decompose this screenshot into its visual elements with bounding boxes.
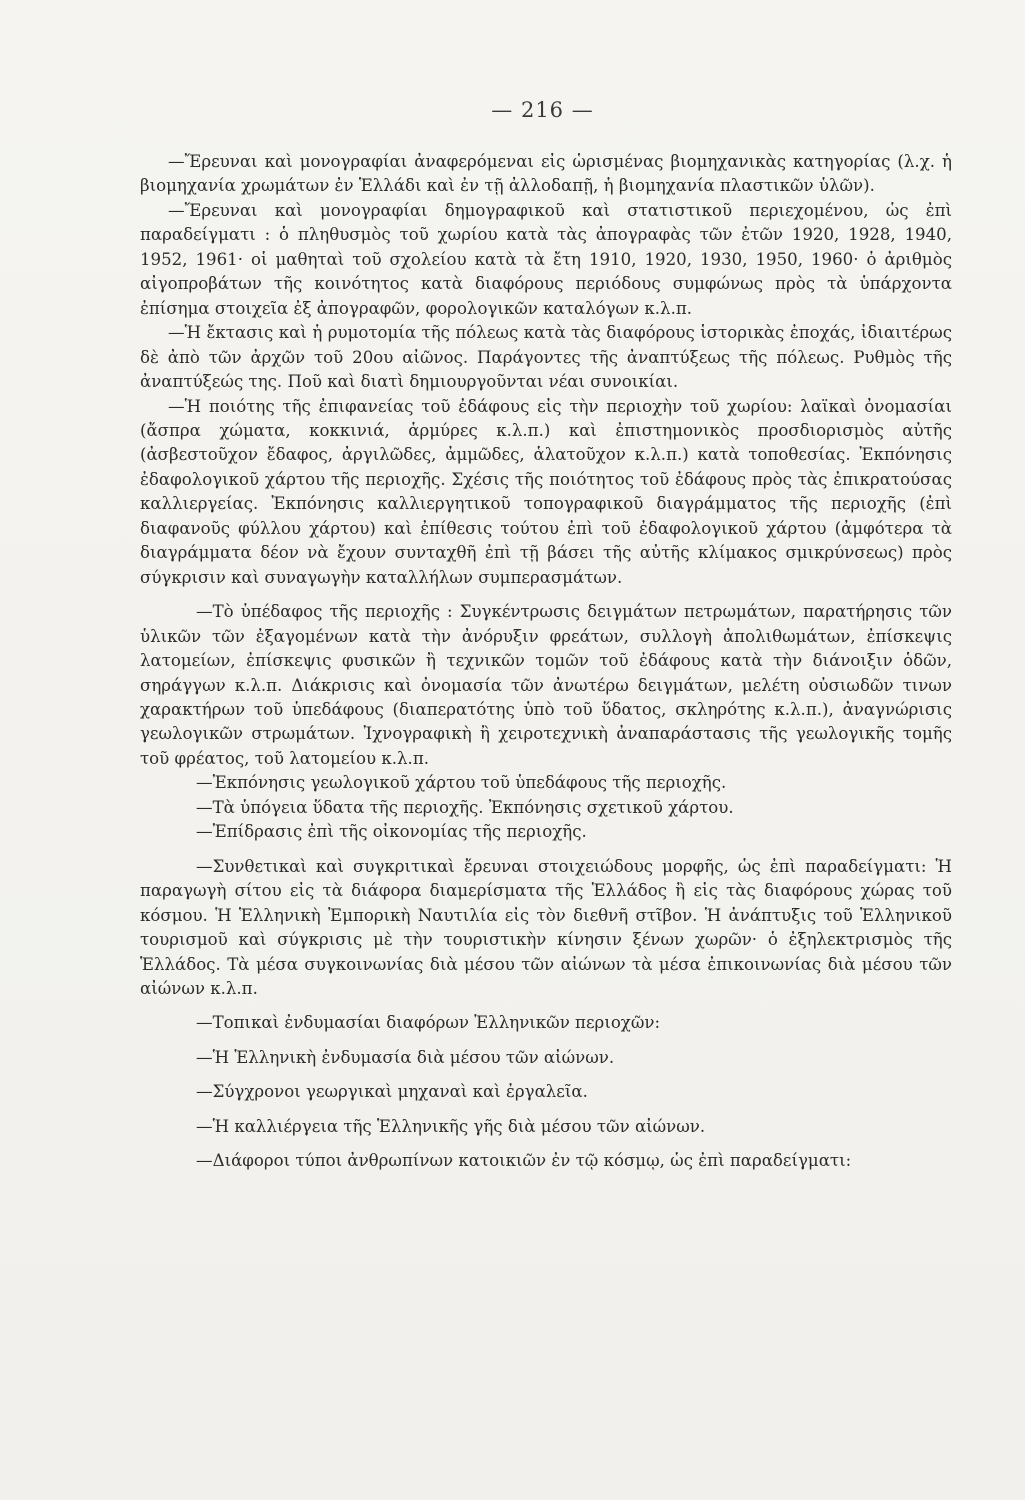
paragraph: —Ἡ καλλιέργεια τῆς Ἑλληνικῆς γῆς διὰ μέσου τῶν αἰώνων.: [196, 1116, 706, 1136]
paragraph: —Ἐπίδρασις ἐπὶ τῆς οἰκονομίας τῆς περιοχῆς.: [196, 822, 587, 842]
paragraph: —Συνθετικαὶ καὶ συγκριτικαὶ ἔρευναι στοιχειώδους μορφῆς, ὡς ἐπὶ παραδείγματι: Ἡ παραγωγὴ σίτου εἰς τὰ διάφορα διαμερίσματα τῆς Ἑλλάδος ἢ εἰς τὰς διαφόρους χώρας τοῦ κόσμου. Ἡ Ἑλληνικὴ Ἐμπορικὴ Ναυτιλία εἰς τὸν διεθνῆ στῖβον. Ἡ ἀνάπτυξις τοῦ Ἑλληνικοῦ τουρισμοῦ καὶ σύγκρισις μὲ τὴν τουριστικὴν κίνησιν ξένων χωρῶν· ὁ ἐξηλεκτρισμὸς τῆς Ἑλλάδος. Τὰ μέσα συγκοινωνίας διὰ μέσου τῶν αἰώνων τὰ μέσα ἐπικοινωνίας διὰ μέσου τῶν αἰώνων κ.λ.π.: [140, 856, 952, 998]
paragraph: —Τοπικαὶ ἐνδυμασίαι διαφόρων Ἑλληνικῶν περιοχῶν:: [196, 1013, 661, 1033]
page-number: — 216 —: [491, 98, 594, 122]
body-text: [140, 150, 952, 1174]
paragraph: —Ἔρευναι καὶ μονογραφίαι δημογραφικοῦ καὶ στατιστικοῦ περιεχομένου, ὡς ἐπὶ παραδείγματι : ὁ πληθυσμὸς τοῦ χωρίου κατὰ τὰς ἀπογραφὰς τῶν ἐτῶν 1920, 1928, 1940, 1952, 1961· οἱ μαθηταὶ τοῦ σχολείου κατὰ τὰ ἔτη 1910, 1920, 1930, 1950, 1960· ὁ ἀριθμὸς αἰγοπροβάτων τῆς κοινότητος κατὰ διαφόρους περιόδους συμφώνως πρὸς τὰ ὑπάρχοντα ἐπίσημα στοιχεῖα ἐξ ἀπογραφῶν, φορολογικῶν καταλόγων κ.λ.π.: [140, 200, 952, 318]
paragraph: —Τὸ ὑπέδαφος τῆς περιοχῆς : Συγκέντρωσις δειγμάτων πετρωμάτων, παρατήρησις τῶν ὑλικῶν τῶν ἐξαγομένων κατὰ τὴν ἀνόρυξιν φρεάτων, συλλογὴ ἀπολιθωμάτων, ἐπίσκεψις λατομείων, ἐπίσκεψις φυσικῶν ἢ τεχνικῶν τομῶν τοῦ ἐδάφους κατὰ τὴν διάνοιξιν ὁδῶν, σηράγγων κ.λ.π. Διάκρισις καὶ ὀνομασία τῶν ἀνωτέρω δειγμάτων, μελέτη οὐσιωδῶν τινων χαρακτήρων τοῦ ὑπεδάφους (διαπερατότης ὑπὸ τοῦ ὕδατος, σκληρότης κ.λ.π.), ἀναγνώρισις γεωλογικῶν στρωμάτων. Ἰχνογραφικὴ ἢ χειροτεχνικὴ ἀναπαράστασις τῆς γεωλογικῆς τομῆς τοῦ φρέατος, τοῦ λατομείου κ.λ.π.: [140, 602, 952, 768]
paragraph: —Τὰ ὑπόγεια ὕδατα τῆς περιοχῆς. Ἐκπόνησις σχετικοῦ χάρτου.: [196, 797, 734, 817]
paragraph: —Ἐκπόνησις γεωλογικοῦ χάρτου τοῦ ὑπεδάφους τῆς περιοχῆς.: [196, 773, 727, 793]
paragraph: —Διάφοροι τύποι ἀνθρωπίνων κατοικιῶν ἐν τῷ κόσμῳ, ὡς ἐπὶ παραδείγματι:: [196, 1151, 852, 1171]
paragraph: —Ἔρευναι καὶ μονογραφίαι ἀναφερόμεναι εἰς ὡρισμένας βιομηχανικὰς κατηγορίας (λ.χ. ἡ βιομηχανία χρωμάτων ἐν Ἑλλάδι καὶ ἐν τῇ ἀλλοδαπῇ, ἡ βιομηχανία πλαστικῶν ὑλῶν).: [140, 152, 952, 196]
paragraph: —Ἡ ἔκτασις καὶ ἡ ρυμοτομία τῆς πόλεως κατὰ τὰς διαφόρους ἱστορικὰς ἐποχάς, ἰδιαιτέρως δὲ ἀπὸ τῶν ἀρχῶν τοῦ 20ου αἰῶνος. Παράγοντες τῆς ἀναπτύξεως τῆς πόλεως. Ρυθμὸς τῆς ἀναπτύξεώς της. Ποῦ καὶ διατὶ δημιουργοῦνται νέαι συνοικίαι.: [140, 323, 952, 392]
paragraph: —Σύγχρονοι γεωργικαὶ μηχαναὶ καὶ ἐργαλεῖα.: [196, 1082, 588, 1102]
paragraph: —Ἡ ποιότης τῆς ἐπιφανείας τοῦ ἐδάφους εἰς τὴν περιοχὴν τοῦ χωρίου: λαϊκαὶ ὀνομασίαι (ἄσπρα χώματα, κοκκινιά, ἁρμύρες κ.λ.π.) καὶ ἐπιστημονικὸς προσδιορισμὸς αὐτῆς (ἀσβεστοῦχον ἔδαφος, ἀργιλῶδες, ἀμμῶδες, ἁλατοῦχον κ.λ.π.) κατὰ τοποθεσίας. Ἐκπόνησις ἐδαφολογικοῦ χάρτου τῆς περιοχῆς. Σχέσις τῆς ποιότητος τοῦ ἐδάφους πρὸς τὰς ἐπικρατούσας καλλιεργείας. Ἐκπόνησις καλλιεργητικοῦ τοπογραφικοῦ διαγράμματος τῆς περιοχῆς (ἐπὶ διαφανοῦς φύλλου χάρτου) καὶ ἐπίθεσις τούτου ἐπὶ τοῦ ἐδαφολογικοῦ χάρτου (ἀμφότερα τὰ διαγράμματα δέον νὰ ἔχουν συνταχθῆ ἐπὶ τῇ βάσει τῆς αὐτῆς κλίμακος σμικρύνσεως) πρὸς σύγκρισιν καὶ συναγωγὴν καταλλήλων συμπερασμάτων.: [140, 396, 952, 587]
paragraph: —Ἡ Ἑλληνικὴ ἐνδυμασία διὰ μέσου τῶν αἰώνων.: [196, 1047, 615, 1067]
